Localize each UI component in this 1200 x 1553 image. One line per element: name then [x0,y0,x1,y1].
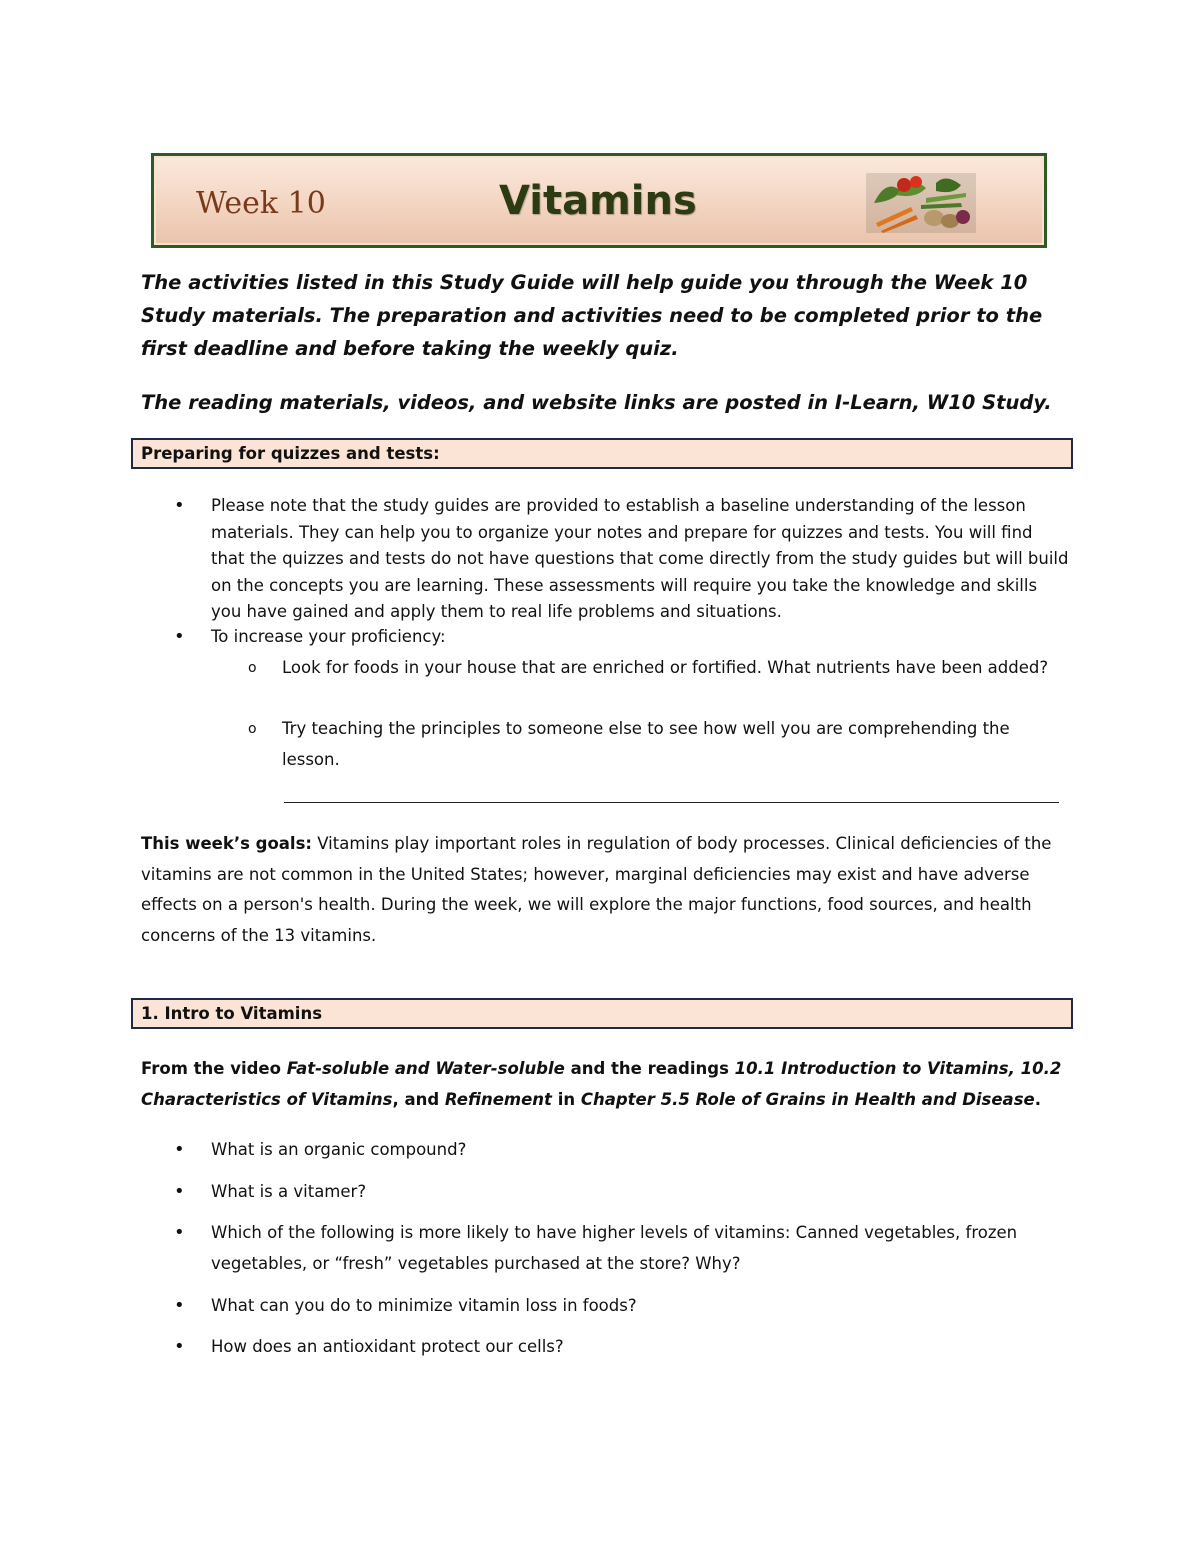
ref-reading-title: Refinement [444,1090,552,1109]
sub-list-item: o Look for foods in your house that are enriched or fortified. What nutrients have been added? [282,652,1072,683]
ref-chapter-title: Chapter 5.5 Role of Grains in Health and Disease [580,1090,1035,1109]
intro-paragraph: The activities listed in this Study Guide will help guide you through the Week 10 Study materials. The preparation and activities need to be completed prior to the first deadline and before taking the weekly quiz. [141,271,1043,360]
goals-label: This week’s goals: [141,834,313,853]
banner-title: Vitamins [499,178,697,224]
vegetables-image-icon [866,173,976,233]
ref-text: , and [392,1090,445,1109]
readings-reference [141,1053,1066,1115]
goals-text: Vitamins play important roles in regulation of body processes. Clinical deficiencies of the vitamins are not common in the United States; however, marginal deficiencies may exist and have adverse effects on a person's health. During the week, we will explore the major functions, food sources, and health concerns of the 13 vitamins. [141,834,1052,945]
question-item: • What is an organic compound? [211,1134,1071,1165]
question-item: • How does an antioxidant protect our cells? [211,1331,1071,1362]
ref-video-title: Fat-soluble and Water-soluble [286,1059,565,1078]
ref-reading-title: 10.1 Introduction to Vitamins, 10.2 Characteristics of Vitamins [141,1059,1062,1109]
sub-list-item: o Try teaching the principles to someone else to see how well you are comprehending the lesson. [282,713,1072,775]
ref-text: From the video [141,1059,287,1078]
divider [284,802,1059,803]
weekly-goals [141,829,1066,951]
section-header-preparing: Preparing for quizzes and tests: [131,438,1073,469]
ref-text: and the readings [564,1059,735,1078]
list-item: • Please note that the study guides are provided to establish a baseline understanding of the lesson materials. They can help you to organize your notes and prepare for quizzes and tests. You will find that the quizzes and tests do not have questions that come directly from the study guides but will build on the concepts you are learning. These assessments will require you take the knowledge and skills you have gained and apply them to real life problems and situations. [211,493,1071,626]
week-banner [151,153,1047,248]
question-item: • Which of the following is more likely to have higher levels of vitamins: Canned vegetables, frozen vegetables, or “fresh” vegetables purchased at the store? Why? [211,1217,1071,1279]
banner-week-label: Week 10 [196,186,326,221]
ref-text: in [551,1090,581,1109]
ref-text: . [1034,1090,1041,1109]
list-item: • To increase your proficiency: [211,625,1071,649]
question-item: • What is a vitamer? [211,1176,1071,1207]
question-item: • What can you do to minimize vitamin loss in foods? [211,1290,1071,1321]
section-header-intro-vitamins: 1. Intro to Vitamins [131,998,1073,1029]
intro-links-note: The reading materials, videos, and website links are posted in I-Learn, W10 Study. [141,391,1052,414]
